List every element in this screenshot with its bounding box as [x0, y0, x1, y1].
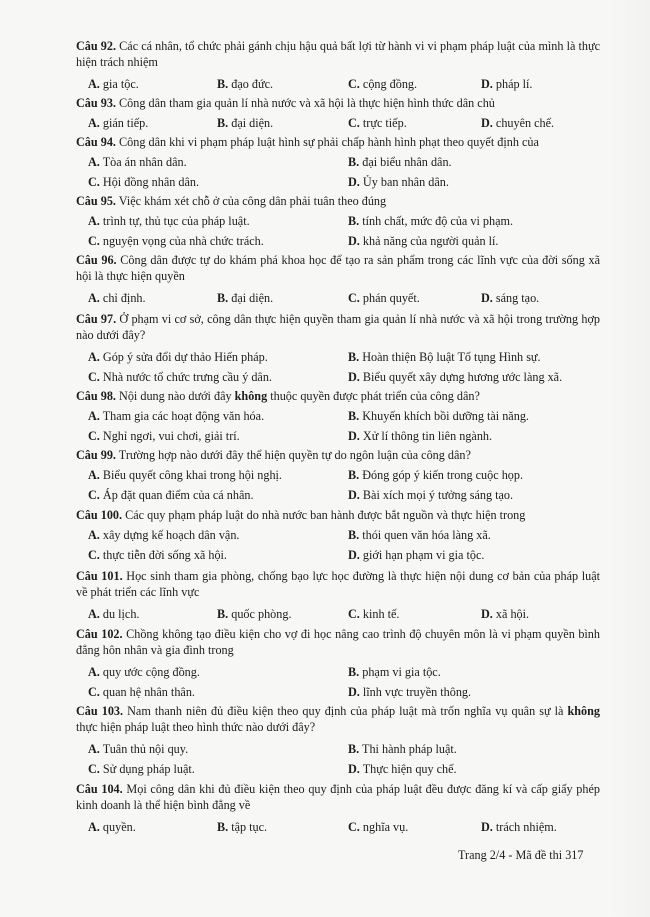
question-number: Câu 104.	[76, 782, 123, 796]
question-stem	[76, 134, 600, 150]
question-text: Nam thanh niên đủ điều kiện theo quy định của pháp luật mà trốn nghĩa vụ quân sự là	[127, 704, 568, 718]
option-b[interactable]: B. đại diện.	[217, 116, 274, 130]
question-100	[76, 507, 600, 562]
question-stem	[76, 507, 600, 523]
question-104	[76, 781, 600, 834]
options-row	[76, 428, 600, 444]
question-103	[76, 703, 600, 776]
option-b[interactable]: B. Khuyến khích bồi dưỡng tài năng.	[348, 409, 529, 423]
question-stem	[76, 252, 600, 284]
question-text: Công dân tham gia quản lí nhà nước và xã hội là thực hiện hình thức dân chủ	[119, 96, 495, 110]
options-row	[76, 684, 600, 700]
option-c[interactable]: C. nghĩa vụ.	[348, 820, 409, 834]
option-d[interactable]: D. Xử lí thông tin liên ngành.	[348, 429, 493, 443]
question-number: Câu 98.	[76, 389, 116, 403]
option-a[interactable]: A. gia tộc.	[88, 77, 139, 91]
option-b[interactable]: B. Đóng góp ý kiến trong cuộc họp.	[348, 468, 524, 482]
option-b[interactable]: B. đại diện.	[217, 291, 274, 305]
options-row	[76, 76, 600, 92]
options-row	[76, 349, 600, 365]
question-text: Chồng không tạo điều kiện cho vợ đi học nâng cao trình độ chuyên môn là vi phạm quyền bình đẳng hôn nhân và gia đình trong	[76, 627, 600, 657]
option-a[interactable]: A. Góp ý sửa đổi dự thảo Hiến pháp.	[88, 350, 268, 364]
option-d[interactable]: D. Biểu quyết xây dựng hương ước làng xã.	[348, 370, 563, 384]
question-text: Nội dung nào dưới đây	[119, 389, 235, 403]
options-row	[76, 741, 600, 757]
option-a[interactable]: A. Tòa án nhân dân.	[88, 155, 187, 169]
question-stem	[76, 626, 600, 658]
option-a[interactable]: A. trình tự, thủ tục của pháp luật.	[88, 214, 250, 228]
option-d[interactable]: D. trách nhiệm.	[481, 820, 557, 834]
option-b[interactable]: B. Hoàn thiện Bộ luật Tố tụng Hình sự.	[348, 350, 541, 364]
question-number: Câu 96.	[76, 253, 117, 267]
question-96	[76, 252, 600, 305]
options-row	[76, 213, 600, 229]
question-stem	[76, 447, 600, 463]
question-stem	[76, 568, 600, 600]
options-row	[76, 174, 600, 190]
question-94	[76, 134, 600, 189]
option-b[interactable]: B. Thi hành pháp luật.	[348, 742, 457, 756]
options-row	[76, 369, 600, 385]
option-b[interactable]: B. quốc phòng.	[217, 607, 292, 621]
question-93	[76, 95, 600, 130]
question-stem	[76, 95, 600, 111]
option-c[interactable]: C. Hội đồng nhân dân.	[88, 175, 200, 189]
option-a[interactable]: A. quyền.	[88, 820, 136, 834]
question-number: Câu 97.	[76, 312, 117, 326]
question-text: Trường hợp nào dưới đây thể hiện quyền tự do ngôn luận của công dân?	[118, 448, 471, 462]
options-row	[76, 408, 600, 424]
option-b[interactable]: B. đạo đức.	[217, 77, 274, 91]
question-stem	[76, 703, 600, 735]
option-d[interactable]: D. pháp lí.	[481, 77, 533, 91]
options-row	[76, 154, 600, 170]
option-d[interactable]: D. sáng tạo.	[481, 291, 540, 305]
option-b[interactable]: B. tính chất, mức độ của vi phạm.	[348, 214, 514, 228]
question-number: Câu 100.	[76, 508, 123, 522]
option-a[interactable]: A. gián tiếp.	[88, 116, 149, 130]
option-c[interactable]: C. phán quyết.	[348, 291, 420, 305]
question-keyword: không	[234, 389, 268, 403]
question-stem	[76, 388, 600, 404]
option-d[interactable]: D. giới hạn phạm vi gia tộc.	[348, 548, 485, 562]
question-97	[76, 311, 600, 384]
option-c[interactable]: C. Áp đặt quan điểm của cá nhân.	[88, 488, 254, 502]
option-c[interactable]: C. thực tiễn đời sống xã hội.	[88, 548, 227, 562]
question-number: Câu 94.	[76, 135, 116, 149]
option-c[interactable]: C. Sử dụng pháp luật.	[88, 762, 195, 776]
option-c[interactable]: C. Nghỉ ngơi, vui chơi, giải trí.	[88, 429, 240, 443]
question-text: Công dân được tự do khám phá khoa học để tạo ra sản phẩm trong các lĩnh vực của đời sống xã hội là thực hiện quyền	[76, 253, 600, 283]
scan-shadow	[610, 0, 650, 917]
option-d[interactable]: D. khả năng của người quản lí.	[348, 234, 499, 248]
question-number: Câu 103.	[76, 704, 124, 718]
option-c[interactable]: C. trực tiếp.	[348, 116, 407, 130]
question-stem	[76, 193, 600, 209]
options-row	[76, 547, 600, 563]
question-number: Câu 102.	[76, 627, 123, 641]
options-row	[76, 290, 600, 306]
question-number: Câu 95.	[76, 194, 116, 208]
question-99	[76, 447, 600, 502]
question-101	[76, 568, 600, 621]
option-b[interactable]: B. phạm vi gia tộc.	[348, 665, 441, 679]
option-b[interactable]: B. tập tục.	[217, 820, 268, 834]
question-stem	[76, 781, 600, 813]
question-text: Các quy phạm pháp luật do nhà nước ban hành được bắt nguồn và thực hiện trong	[125, 508, 526, 522]
question-keyword: không	[567, 704, 600, 718]
question-text: thuộc quyền được phát triển của công dân?	[267, 389, 480, 403]
question-text: Ở phạm vi cơ sở, công dân thực hiện quyền tham gia quản lí nhà nước và xã hội trong trường hợp nào dưới đây?	[76, 312, 600, 342]
options-row	[76, 527, 600, 543]
question-text: Công dân khi vi phạm pháp luật hình sự phải chấp hành hình phạt theo quyết định của	[119, 135, 539, 149]
question-number: Câu 92.	[76, 39, 117, 53]
question-text: Học sinh tham gia phòng, chống bạo lực học đường là thực hiện nội dung cơ bản của pháp luật về phát triển các lĩnh vực	[76, 569, 600, 599]
page-footer: Trang 2/4 - Mã đề thi 317	[458, 848, 584, 862]
option-a[interactable]: A. Biểu quyết công khai trong hội nghị.	[88, 468, 282, 482]
option-a[interactable]: A. Tham gia các hoạt động văn hóa.	[88, 409, 265, 423]
question-number: Câu 101.	[76, 569, 123, 583]
option-d[interactable]: D. Thực hiện quy chế.	[348, 762, 457, 776]
option-c[interactable]: C. Nhà nước tổ chức trưng cầu ý dân.	[88, 370, 272, 384]
option-d[interactable]: D. chuyên chế.	[481, 116, 555, 130]
option-d[interactable]: D. Bài xích mọi ý tưởng sáng tạo.	[348, 488, 514, 502]
question-text: Mọi công dân khi đủ điều kiện theo quy định của pháp luật đều được đăng kí và cấp giấy phép kinh doanh là thể hiện bình đẳng về	[76, 782, 600, 812]
option-d[interactable]: D. lĩnh vực truyền thông.	[348, 685, 472, 699]
option-c[interactable]: C. kinh tế.	[348, 607, 400, 621]
question-98	[76, 388, 600, 443]
option-a[interactable]: A. xây dựng kế hoạch dân vận.	[88, 528, 240, 542]
option-d[interactable]: D. xã hội.	[481, 607, 530, 621]
option-c[interactable]: C. cộng đồng.	[348, 77, 418, 91]
options-row	[76, 664, 600, 680]
question-stem	[76, 311, 600, 343]
question-text: thực hiện pháp luật theo hình thức nào dưới đây?	[76, 720, 316, 734]
question-number: Câu 99.	[76, 448, 116, 462]
option-a[interactable]: A. Tuân thủ nội quy.	[88, 742, 189, 756]
options-row	[76, 467, 600, 483]
question-95	[76, 193, 600, 248]
option-a[interactable]: A. quy ước cộng đồng.	[88, 665, 200, 679]
option-c[interactable]: C. quan hệ nhân thân.	[88, 685, 195, 699]
options-row	[76, 115, 600, 131]
options-row	[76, 819, 600, 835]
question-102	[76, 626, 600, 699]
option-c[interactable]: C. nguyện vọng của nhà chức trách.	[88, 234, 264, 248]
option-d[interactable]: D. Ủy ban nhân dân.	[348, 175, 449, 189]
options-row	[76, 606, 600, 622]
question-text: Việc khám xét chỗ ở của công dân phải tuân theo đúng	[118, 194, 387, 208]
options-row	[76, 487, 600, 503]
options-row	[76, 761, 600, 777]
option-b[interactable]: B. thói quen văn hóa làng xã.	[348, 528, 491, 542]
question-number: Câu 93.	[76, 96, 116, 110]
option-b[interactable]: B. đại biểu nhân dân.	[348, 155, 452, 169]
question-stem	[76, 38, 600, 70]
options-row	[76, 233, 600, 249]
question-text: Các cá nhân, tổ chức phải gánh chịu hậu quả bất lợi từ hành vi vi phạm pháp luật của mình là thực hiện trách nhiệm	[76, 39, 601, 69]
option-a[interactable]: A. du lịch.	[88, 607, 140, 621]
question-92	[76, 38, 601, 91]
option-a[interactable]: A. chỉ định.	[88, 291, 146, 305]
